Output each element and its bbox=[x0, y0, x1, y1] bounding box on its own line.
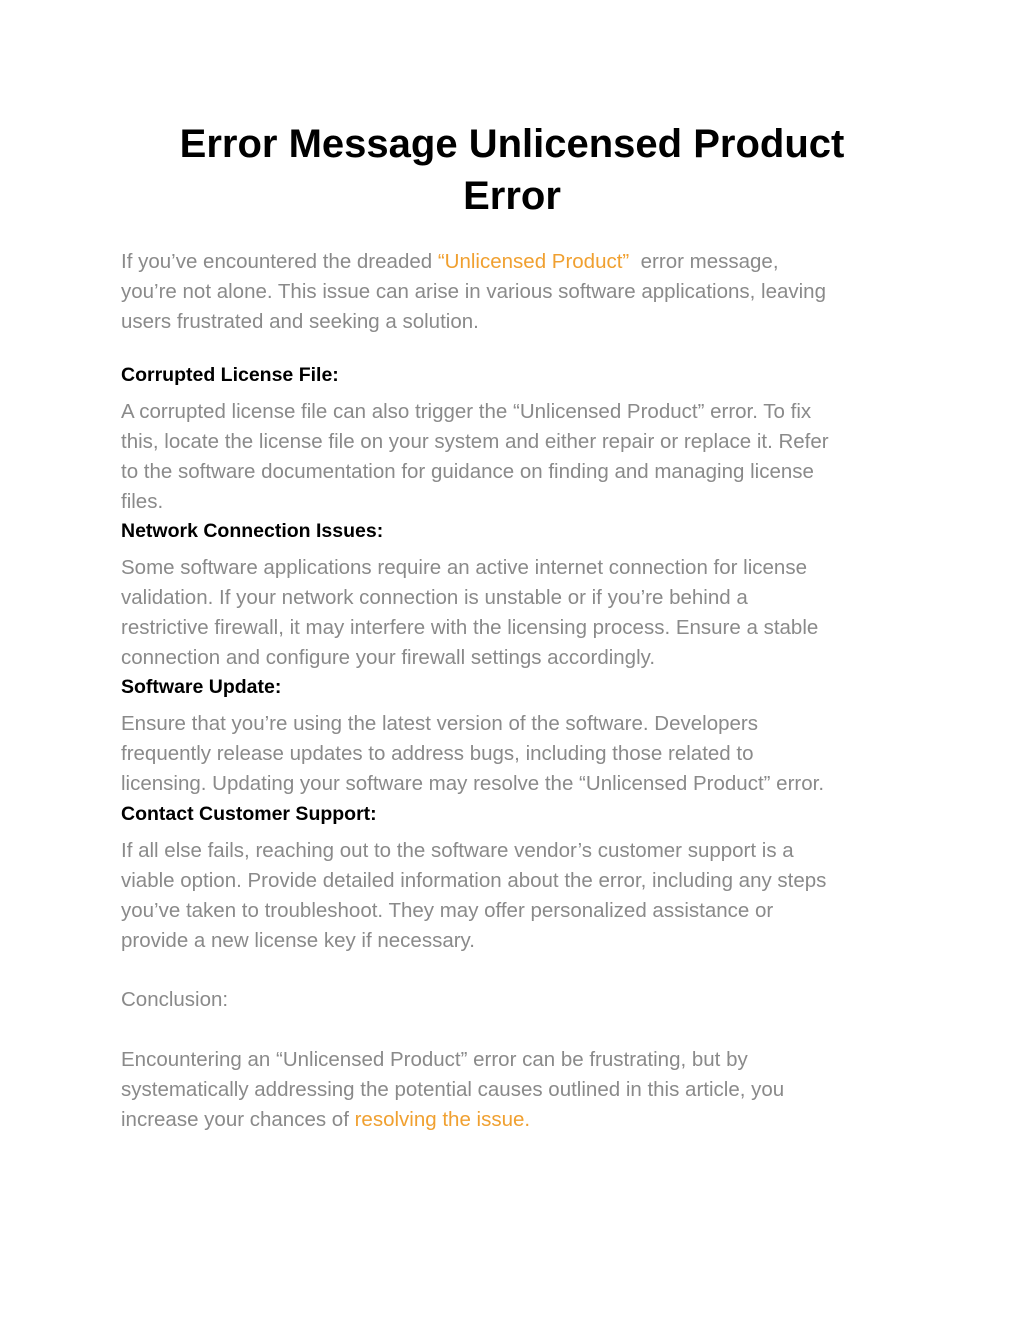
section-body-corrupted-license bbox=[121, 397, 911, 517]
resolving-issue-link[interactable]: resolving the issue. bbox=[354, 1108, 531, 1131]
section-line: validation. If your network connection is unstable or if you’re behind a bbox=[121, 586, 748, 609]
section-body-software-update bbox=[121, 709, 911, 799]
conclusion-line-2: systematically addressing the potential causes outlined in this article, you bbox=[121, 1078, 785, 1101]
title-line-1: Error Message Unlicensed Product bbox=[179, 122, 845, 166]
section-heading-customer-support: Contact Customer Support: bbox=[121, 803, 377, 825]
section-line: Some software applications require an active internet connection for license bbox=[121, 556, 807, 579]
section-line: restrictive firewall, it may interfere with the licensing process. Ensure a stable bbox=[121, 616, 819, 639]
intro-line-2: you’re not alone. This issue can arise in various software applications, leaving bbox=[121, 280, 826, 303]
conclusion-paragraph bbox=[121, 1045, 911, 1135]
title-line-2: Error bbox=[463, 174, 561, 218]
section-line: to the software documentation for guidance on finding and managing license bbox=[121, 460, 814, 483]
section-line: provide a new license key if necessary. bbox=[121, 929, 475, 952]
section-heading-software-update: Software Update: bbox=[121, 676, 282, 698]
section-line: Ensure that you’re using the latest version of the software. Developers bbox=[121, 712, 758, 735]
conclusion-label: Conclusion: bbox=[121, 988, 229, 1011]
section-line: files. bbox=[121, 490, 164, 513]
intro-paragraph bbox=[121, 247, 911, 337]
intro-line-3: users frustrated and seeking a solution. bbox=[121, 310, 479, 333]
conclusion-text-before: increase your chances of bbox=[121, 1108, 355, 1131]
section-line: If all else fails, reaching out to the software vendor’s customer support is a bbox=[121, 839, 794, 862]
section-line: you’ve taken to troubleshoot. They may offer personalized assistance or bbox=[121, 899, 774, 922]
intro-text-before: If you’ve encountered the dreaded bbox=[121, 250, 438, 273]
page-title bbox=[100, 118, 924, 222]
section-line: connection and configure your firewall settings accordingly. bbox=[121, 646, 656, 669]
section-line: licensing. Updating your software may resolve the “Unlicensed Product” error. bbox=[121, 772, 825, 795]
section-body-customer-support bbox=[121, 836, 911, 956]
section-heading-corrupted-license: Corrupted License File: bbox=[121, 364, 339, 386]
section-heading-network-connection: Network Connection Issues: bbox=[121, 520, 384, 542]
section-line: frequently release updates to address bugs, including those related to bbox=[121, 742, 754, 765]
conclusion-line-3 bbox=[121, 1105, 911, 1135]
section-body-network-connection bbox=[121, 553, 911, 673]
section-line: this, locate the license file on your system and either repair or replace it. Refer bbox=[121, 430, 829, 453]
intro-text-after: error message, bbox=[629, 250, 779, 273]
conclusion-line-1: Encountering an “Unlicensed Product” error can be frustrating, but by bbox=[121, 1048, 748, 1071]
section-line: A corrupted license file can also trigger the “Unlicensed Product” error. To fix bbox=[121, 400, 812, 423]
section-line: viable option. Provide detailed information about the error, including any steps bbox=[121, 869, 827, 892]
intro-line-1 bbox=[121, 247, 911, 277]
unlicensed-product-highlight: “Unlicensed Product” bbox=[437, 250, 630, 273]
